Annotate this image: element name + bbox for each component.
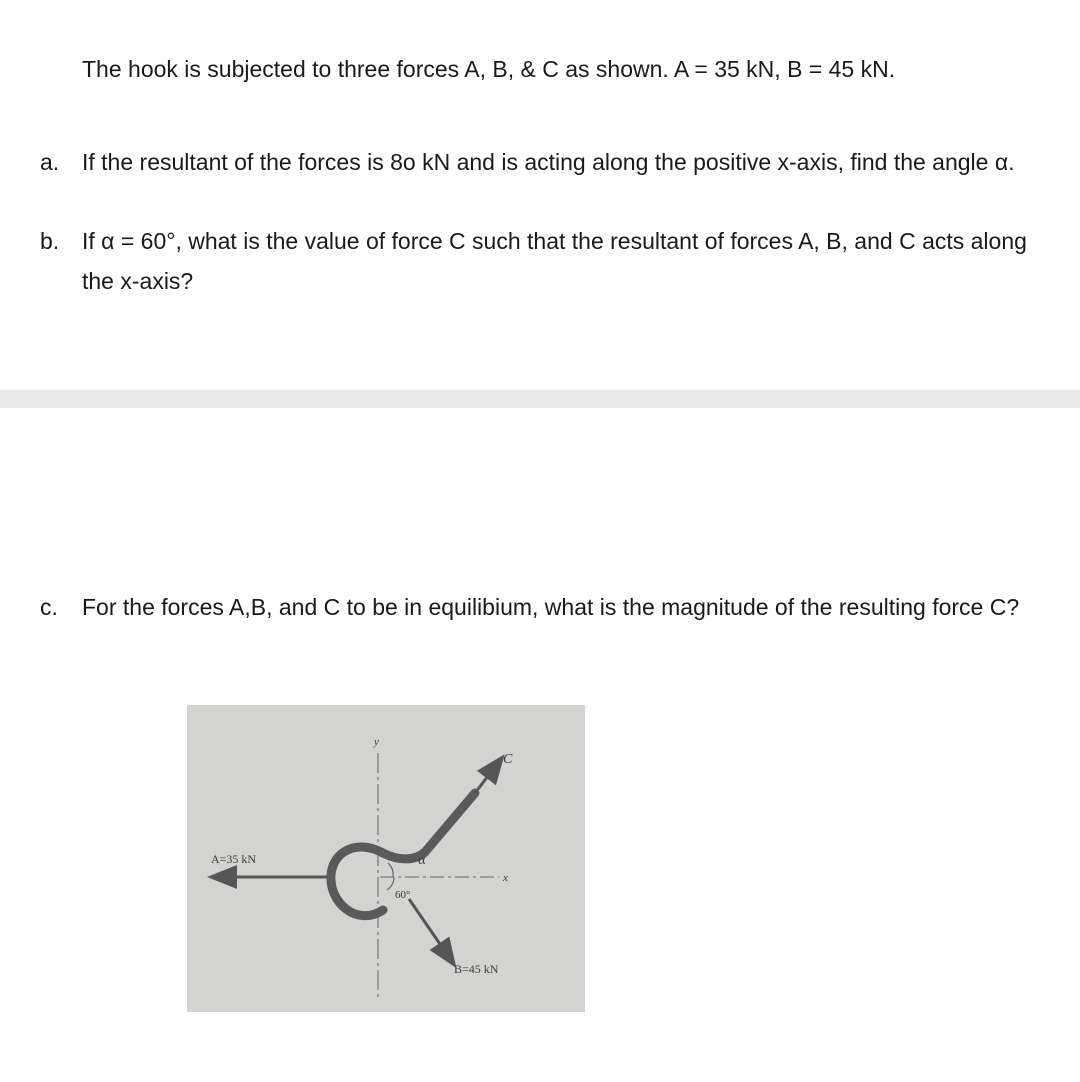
force-c-arrow — [475, 759, 501, 793]
question-b-marker: b. — [40, 228, 60, 254]
question-c-text: For the forces A,B, and C to be in equilibium, what is the magnitude of the resulting force C? — [82, 594, 1020, 620]
label-force-c: C — [503, 752, 513, 767]
label-force-b: B=45 kN — [454, 962, 499, 976]
question-a — [40, 142, 1050, 182]
label-y-axis: y — [374, 736, 379, 748]
force-b-arrow — [409, 899, 453, 963]
hook-body — [331, 847, 383, 916]
alpha-angle-arc — [388, 863, 393, 877]
sixty-degree-arc — [387, 877, 394, 890]
hook-shank — [425, 793, 475, 852]
question-c — [40, 587, 1050, 627]
question-b-text: If α = 60°, what is the value of force C such that the resultant of forces A, B, and C acts along the x-axis? — [82, 228, 1027, 294]
label-x-axis: x — [503, 872, 508, 884]
page-divider — [0, 390, 1080, 408]
label-alpha: α — [418, 853, 426, 868]
question-c-marker: c. — [40, 594, 58, 620]
label-sixty-degrees: 60° — [395, 889, 411, 901]
label-force-a: A=35 kN — [211, 852, 257, 866]
question-a-marker: a. — [40, 149, 60, 175]
hook-force-diagram — [187, 705, 585, 1012]
question-b — [40, 221, 1050, 301]
problem-statement: The hook is subjected to three forces A, B, & C as shown. A = 35 kN, B = 45 kN. — [82, 56, 896, 82]
question-a-text: If the resultant of the forces is 8o kN and is acting along the positive x-axis, find the angle α. — [82, 149, 1015, 175]
